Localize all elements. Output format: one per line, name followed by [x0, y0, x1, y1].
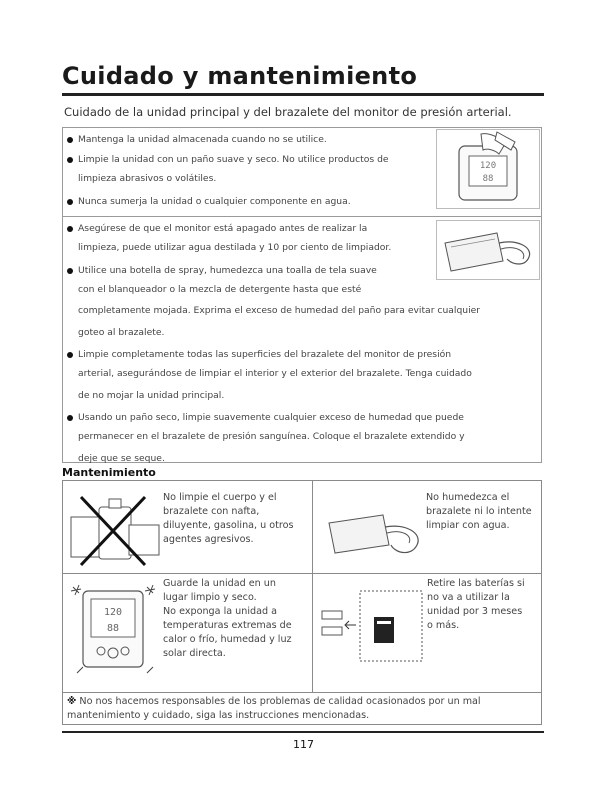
- care-divider: [63, 216, 541, 217]
- cell-line: calor o frío, humedad y luz: [163, 634, 292, 645]
- bullet-dot-icon: [67, 137, 73, 143]
- maintenance-cell-solvents: [163, 491, 311, 547]
- cell-line: No humedezca el: [426, 492, 510, 503]
- cell-line: o más.: [427, 620, 460, 631]
- storage-reading-top: 120: [103, 607, 123, 618]
- no-solvents-illustration: [69, 489, 161, 569]
- storage-illustration: [69, 581, 159, 681]
- bullet-dot-icon: [67, 415, 73, 421]
- grid-line: [63, 573, 541, 574]
- care-bullet: [69, 263, 480, 344]
- title-underline: [62, 93, 544, 96]
- bullet-line: de no mojar la unidad principal.: [78, 389, 225, 401]
- cell-line: No exponga la unidad a: [163, 606, 277, 617]
- bullet-dot-icon: [67, 199, 73, 205]
- cell-line: limpiar con agua.: [426, 520, 510, 531]
- maintenance-heading: Mantenimiento: [62, 466, 156, 479]
- cuff-illustration: [436, 220, 540, 280]
- bullet-line: Utilice una botella de spray, humedezca una toalla de tela suave: [78, 264, 377, 276]
- maintenance-box: [62, 480, 542, 725]
- care-bullet: [69, 221, 391, 259]
- disclaimer-note: [67, 695, 537, 723]
- bullet-line: arterial, asegurándose de limpiar el interior y el exterior del brazalete. Tenga cuidado: [78, 368, 472, 379]
- bullet-line: Limpie completamente todas las superficies del brazalete del monitor de presión: [78, 349, 452, 360]
- bullet-line: permanecer en el brazalete de presión sanguínea. Coloque el brazalete extendido y: [78, 431, 465, 442]
- maintenance-cell-storage: [163, 577, 313, 661]
- cell-line: lugar limpio y seco.: [163, 592, 257, 603]
- monitor-reading-top: 120: [479, 161, 497, 171]
- bullet-line: con el blanqueador o la mezcla de detergente hasta que esté: [78, 283, 362, 295]
- bullet-line: limpieza abrasivos o volátiles.: [78, 173, 217, 184]
- cell-line: No limpie el cuerpo y el: [163, 492, 277, 503]
- note-marker: ※: [67, 696, 77, 707]
- bullet-line: Limpie la unidad con un paño suave y seco. No utilice productos de: [78, 154, 389, 165]
- cell-line: Retire las baterías si: [427, 578, 525, 589]
- cell-line: temperaturas extremas de: [163, 620, 292, 631]
- bullet-line: limpieza, puede utilizar agua destilada y 10 por ciento de limpiador.: [78, 242, 392, 253]
- bullet-line: Nunca sumerja la unidad o cualquier componente en agua.: [78, 195, 351, 207]
- cell-line: unidad por 3 meses: [427, 606, 523, 617]
- cell-line: no va a utilizar la: [427, 592, 510, 603]
- bullet-line: completamente mojada. Exprima el exceso de humedad del paño para evitar cualquier: [78, 305, 481, 316]
- maintenance-cell-water: [426, 491, 542, 533]
- cell-line: solar directa.: [163, 648, 226, 659]
- maintenance-cell-batteries: [427, 577, 543, 633]
- page-title: Cuidado y mantenimiento: [62, 62, 418, 90]
- care-bullet: [69, 152, 389, 190]
- storage-reading-bottom: 88: [106, 623, 120, 634]
- bullet-line: Mantenga la unidad almacenada cuando no se utilice.: [78, 134, 327, 145]
- cell-line: diluyente, gasolina, u otros: [163, 520, 294, 531]
- care-bullet: [69, 132, 327, 148]
- bullet-dot-icon: [67, 157, 73, 163]
- cell-line: agentes agresivos.: [163, 534, 254, 545]
- battery-removal-illustration: [318, 581, 426, 667]
- bullet-line: deje que se seque.: [78, 452, 165, 464]
- bullet-line: Usando un paño seco, limpie suavemente cualquier exceso de humedad que puede: [78, 412, 464, 423]
- footer-rule: [62, 731, 544, 733]
- page-subtitle: Cuidado de la unidad principal y del brazalete del monitor de presión arterial.: [64, 105, 512, 119]
- care-bullet: [69, 194, 351, 210]
- bullet-dot-icon: [67, 226, 73, 232]
- bullet-line: goteo al brazalete.: [78, 326, 165, 338]
- bullet-dot-icon: [67, 352, 73, 358]
- page-number: 117: [293, 738, 314, 751]
- care-bullet: [69, 347, 472, 406]
- note-text: No nos hacemos responsables de los problemas de calidad ocasionados por un mal mantenimiento y cuidado, siga las instrucciones mencionadas.: [67, 696, 481, 721]
- grid-line: [63, 692, 541, 693]
- no-water-illustration: [325, 499, 425, 569]
- cell-line: brazalete con nafta,: [163, 506, 260, 517]
- monitor-reading-bottom: 88: [482, 174, 494, 184]
- monitor-cleaning-illustration: [436, 129, 540, 209]
- cell-line: brazalete ni lo intente: [426, 506, 532, 517]
- cell-line: Guarde la unidad en un: [163, 578, 276, 589]
- bullet-line: Asegúrese de que el monitor está apagado antes de realizar la: [78, 223, 368, 234]
- bullet-dot-icon: [67, 268, 73, 274]
- care-bullet: [69, 410, 465, 469]
